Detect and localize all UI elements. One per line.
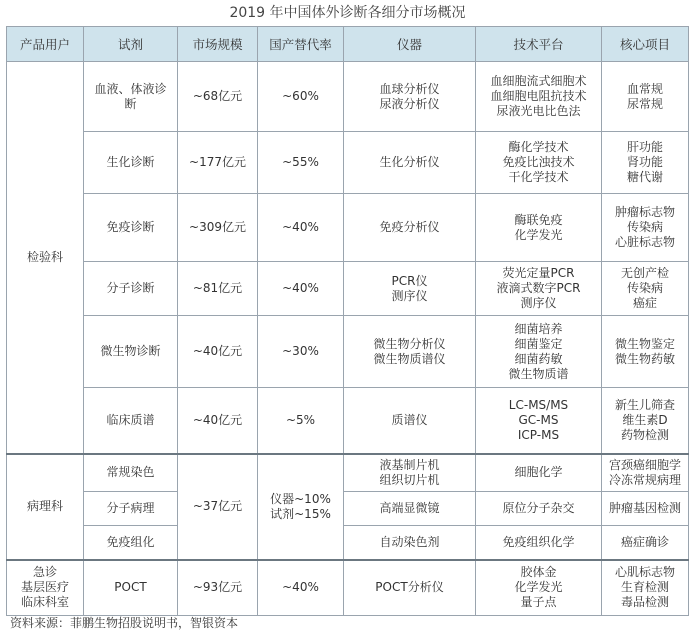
rate-cell: ~40% (258, 560, 344, 616)
table-row (7, 316, 689, 388)
header-user: 产品用户 (7, 27, 84, 62)
core-cell: 癌症确诊 (602, 526, 689, 560)
size-cell: ~37亿元 (178, 454, 258, 560)
platform-cell: 原位分子杂交 (476, 492, 602, 526)
core-cell: 宫颈癌细胞学 冷冻常规病理 (602, 454, 689, 492)
group-pathology: 病理科 (7, 454, 84, 560)
size-cell: ~81亿元 (178, 262, 258, 316)
platform-cell: 酶化学技术 免疫比浊技术 干化学技术 (476, 132, 602, 194)
header-core: 核心项目 (602, 27, 689, 62)
platform-cell: 细胞化学 (476, 454, 602, 492)
header-rate: 国产替代率 (258, 27, 344, 62)
header-instrument: 仪器 (344, 27, 476, 62)
header-row (7, 27, 689, 62)
size-cell: ~177亿元 (178, 132, 258, 194)
group-emergency: 急诊 基层医疗 临床科室 (7, 560, 84, 616)
platform-cell: LC-MS/MS GC-MS ICP-MS (476, 388, 602, 454)
size-cell: ~40亿元 (178, 316, 258, 388)
core-cell: 微生物鉴定 微生物药敏 (602, 316, 689, 388)
platform-cell: 胶体金 化学发光 量子点 (476, 560, 602, 616)
table-row (7, 132, 689, 194)
table-row (7, 62, 689, 132)
reagent-cell: 免疫组化 (84, 526, 178, 560)
table-row (7, 194, 689, 262)
table-row (7, 526, 689, 560)
table-title: 2019 年中国体外诊断各细分市场概况 (229, 5, 466, 21)
instrument-cell: 血球分析仪 尿液分析仪 (344, 62, 476, 132)
instrument-cell: PCR仪 测序仪 (344, 262, 476, 316)
reagent-cell: POCT (84, 560, 178, 616)
table-row (7, 492, 689, 526)
rate-cell: ~40% (258, 262, 344, 316)
instrument-cell: 质谱仪 (344, 388, 476, 454)
rate-cell: ~30% (258, 316, 344, 388)
core-cell: 肿瘤基因检测 (602, 492, 689, 526)
instrument-cell: 免疫分析仪 (344, 194, 476, 262)
platform-cell: 血细胞流式细胞术 血细胞电阻抗技术 尿液光电比色法 (476, 62, 602, 132)
header-reagent: 试剂 (84, 27, 178, 62)
platform-cell: 荧光定量PCR 液滴式数字PCR 测序仪 (476, 262, 602, 316)
reagent-cell: 分子诊断 (84, 262, 178, 316)
platform-cell: 免疫组织化学 (476, 526, 602, 560)
core-cell: 新生儿筛查 维生素D 药物检测 (602, 388, 689, 454)
reagent-cell: 临床质谱 (84, 388, 178, 454)
table-row (7, 454, 689, 492)
table-row (7, 388, 689, 454)
reagent-cell: 免疫诊断 (84, 194, 178, 262)
instrument-cell: 高端显微镜 (344, 492, 476, 526)
platform-cell: 细菌培养 细菌鉴定 细菌药敏 微生物质谱 (476, 316, 602, 388)
table-row (7, 560, 689, 616)
reagent-cell: 血液、体液诊 断 (84, 62, 178, 132)
header-size: 市场规模 (178, 27, 258, 62)
rate-cell: ~5% (258, 388, 344, 454)
rate-cell: 仪器~10% 试剂~15% (258, 454, 344, 560)
platform-cell: 酶联免疫 化学发光 (476, 194, 602, 262)
core-cell: 心肌标志物 生育检测 毒品检测 (602, 560, 689, 616)
size-cell: ~68亿元 (178, 62, 258, 132)
core-cell: 肝功能 肾功能 糖代谢 (602, 132, 689, 194)
size-cell: ~93亿元 (178, 560, 258, 616)
reagent-cell: 常规染色 (84, 454, 178, 492)
group-lab: 检验科 (7, 62, 84, 454)
header-platform: 技术平台 (476, 27, 602, 62)
instrument-cell: 微生物分析仪 微生物质谱仪 (344, 316, 476, 388)
rate-cell: ~55% (258, 132, 344, 194)
source-note: 资料来源：菲鹏生物招股说明书，智银资本 (10, 616, 239, 630)
reagent-cell: 分子病理 (84, 492, 178, 526)
instrument-cell: 自动染色剂 (344, 526, 476, 560)
reagent-cell: 生化诊断 (84, 132, 178, 194)
instrument-cell: 生化分析仪 (344, 132, 476, 194)
size-cell: ~309亿元 (178, 194, 258, 262)
rate-cell: ~60% (258, 62, 344, 132)
core-cell: 无创产检 传染病 癌症 (602, 262, 689, 316)
core-cell: 肿瘤标志物 传染病 心脏标志物 (602, 194, 689, 262)
reagent-cell: 微生物诊断 (84, 316, 178, 388)
instrument-cell: 液基制片机 组织切片机 (344, 454, 476, 492)
rate-cell: ~40% (258, 194, 344, 262)
instrument-cell: POCT分析仪 (344, 560, 476, 616)
size-cell: ~40亿元 (178, 388, 258, 454)
ivd-market-table (6, 26, 689, 616)
core-cell: 血常规 尿常规 (602, 62, 689, 132)
table-row (7, 262, 689, 316)
